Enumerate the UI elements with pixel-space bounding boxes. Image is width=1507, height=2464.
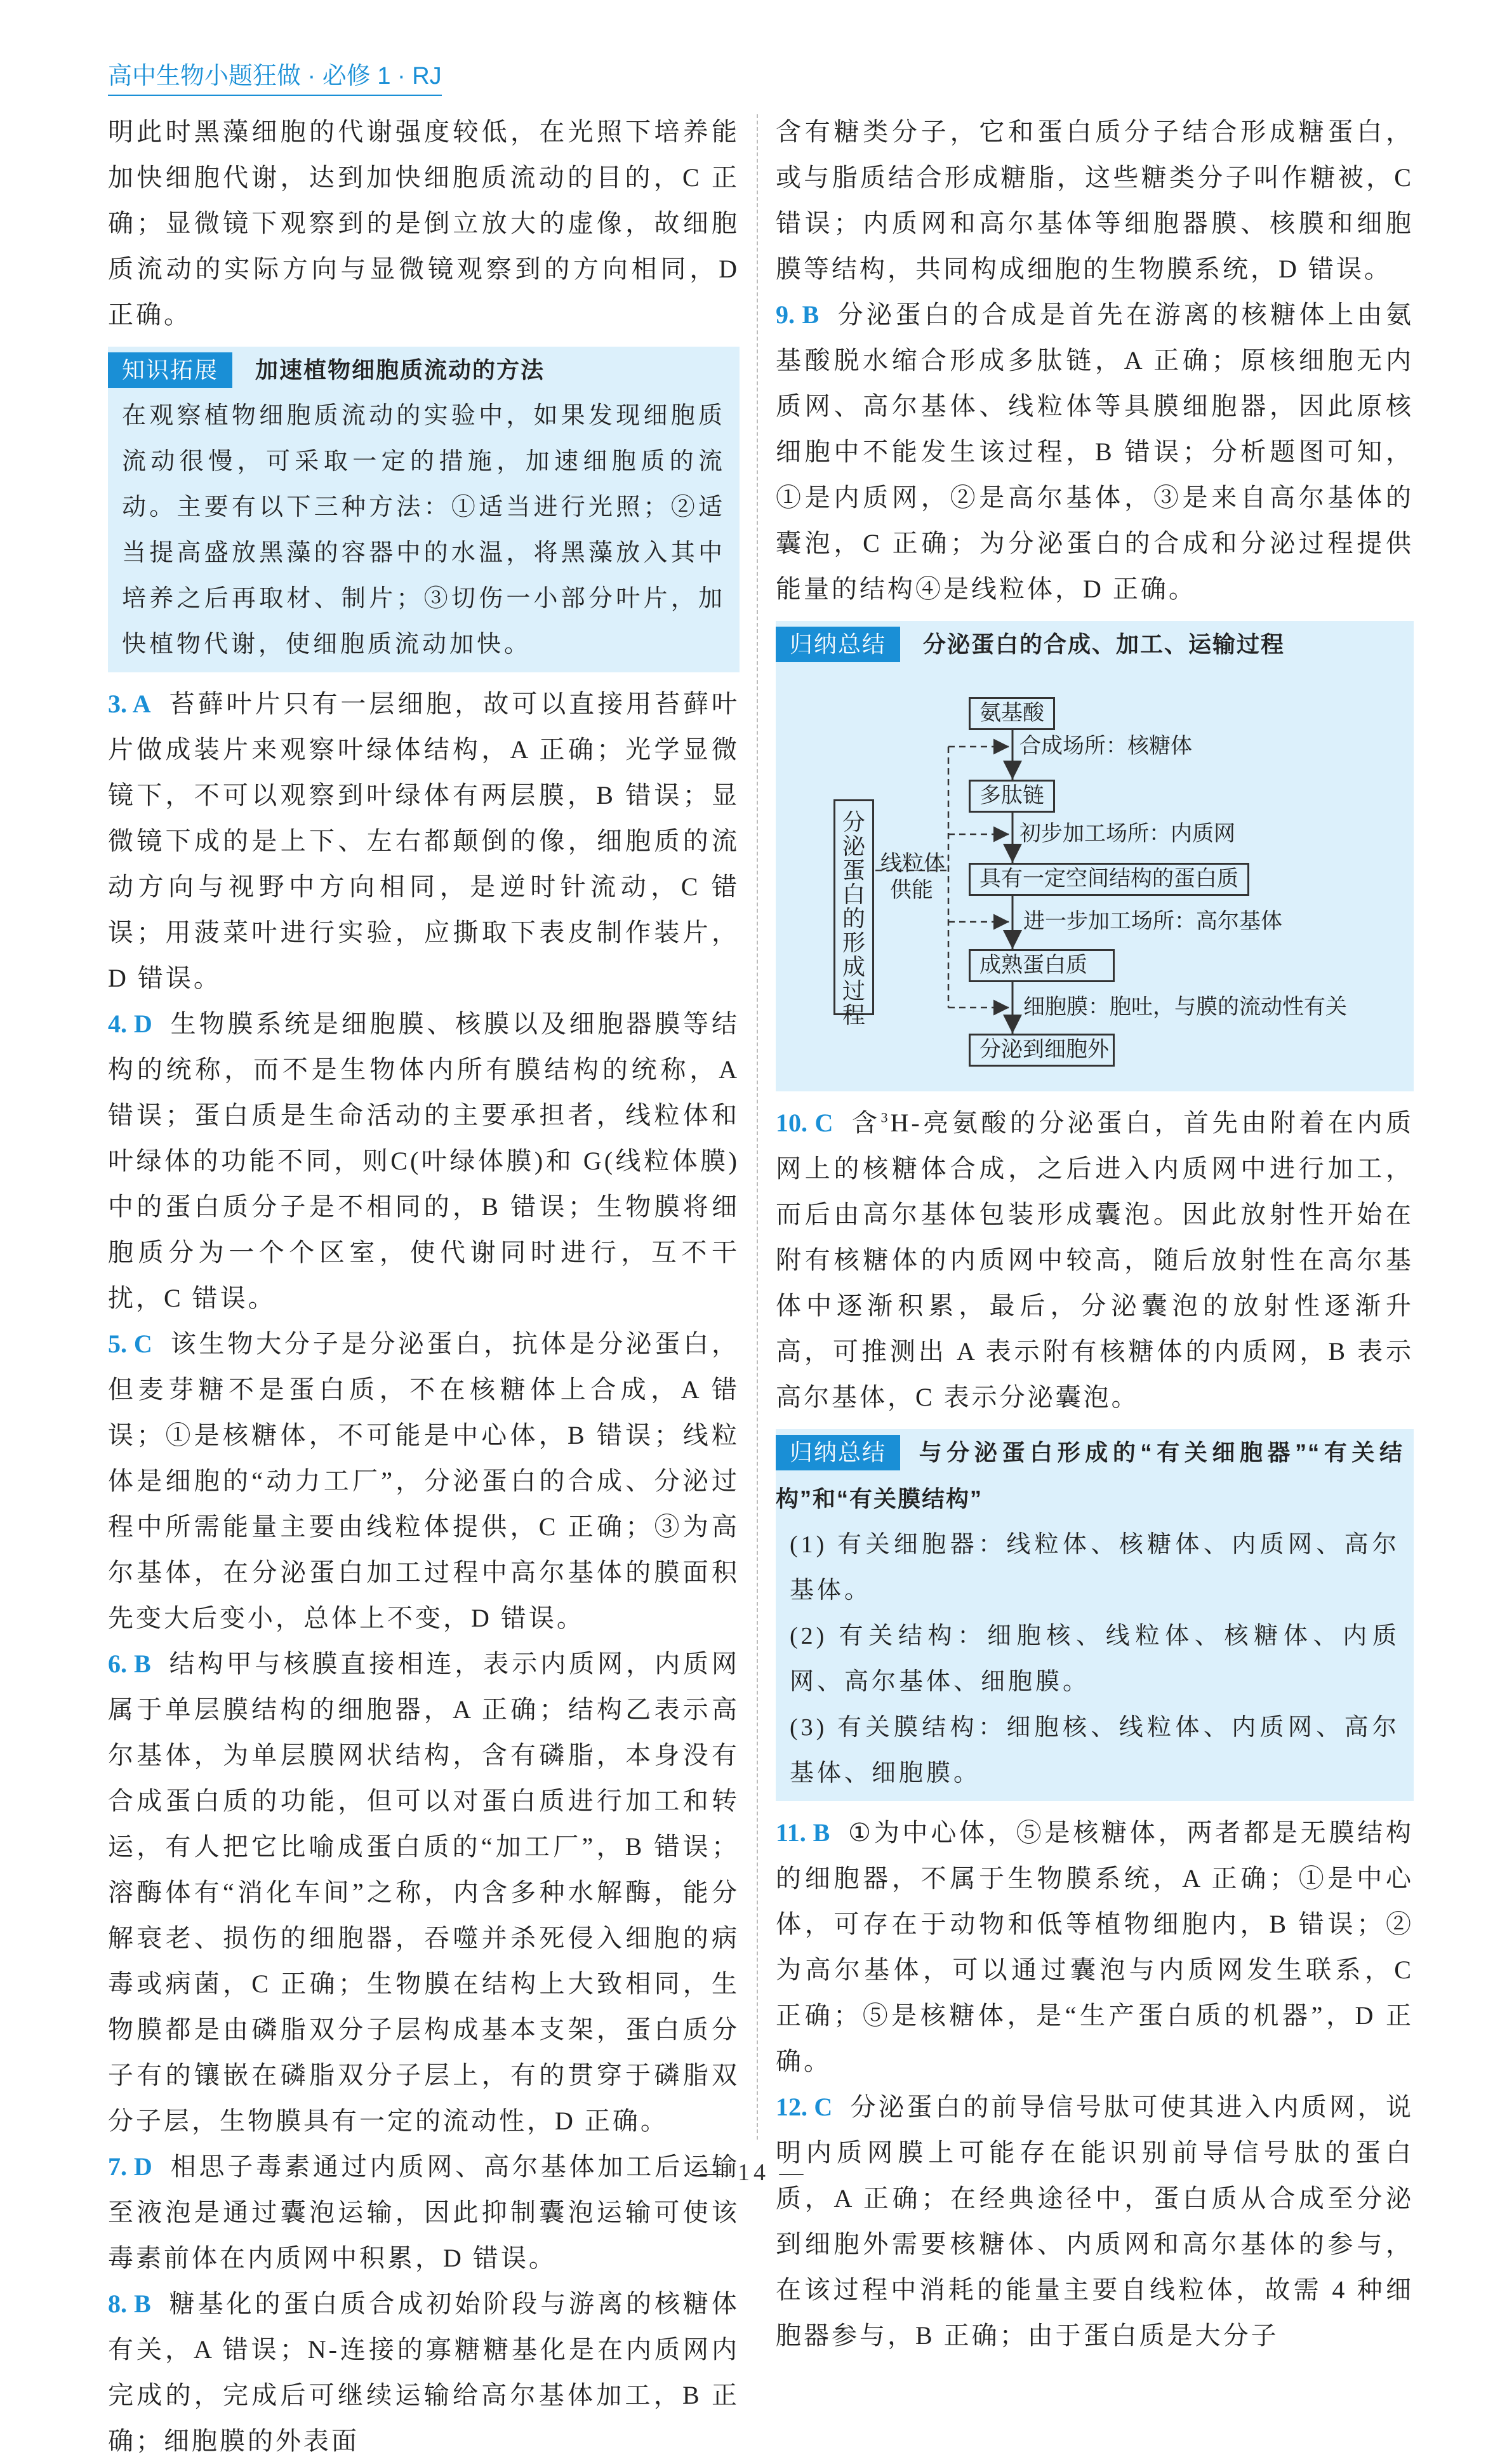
page-number: — 14 —: [700, 2159, 807, 2186]
answer-number: 12. C: [776, 2093, 833, 2121]
paragraph: 明此时黑藻细胞的代谢强度较低，在光照下培养能加快细胞代谢，达到加快细胞质流动的目的，C 正确；显微镜下观察到的是倒立放大的虚像，故细胞质流动的实际方向与显微镜观察到的方向相同，D 正确。: [108, 117, 740, 329]
answer-number: 8. B: [108, 2289, 151, 2318]
answer-item: [108, 2281, 740, 2464]
box-tag: 归纳总结: [776, 627, 900, 662]
side-label-box: 分泌蛋白的形成过程: [833, 799, 874, 1015]
box-line: (1) 有关细胞器：线粒体、核糖体、内质网、高尔基体。: [790, 1531, 1400, 1604]
node-mature-protein: 成熟蛋白质: [969, 949, 1115, 982]
running-header: 高中生物小题狂做 · 必修 1 · RJ: [108, 60, 442, 96]
step-label: 细胞膜：胞吐，与膜的流动性有关: [1023, 996, 1347, 1019]
answer-item: [108, 1321, 740, 1641]
answer-item: [108, 1001, 740, 1321]
box-tag: 归纳总结: [776, 1435, 900, 1470]
node-amino-acid: 氨基酸: [969, 697, 1055, 730]
right-column: [776, 109, 1414, 2359]
answer-item: [776, 2084, 1414, 2359]
answer-text: 结构甲与核膜直接相连，表示内质网，内质网属于单层膜结构的细胞器，A 正确；结构乙表示高尔基体，为单层膜网状结构，含有磷脂，本身没有合成蛋白质的功能，但可以对蛋白质进行加工和转运，有人把它比喻成蛋白质的“加工厂”，B 错误；溶酶体有“消化车间”之称，内含多种水解酶，能分解衰老、损伤的细胞器，吞噬并杀死侵入细胞的病毒或病菌，C 正确；生物膜在结构上大致相同，生物膜都是由磷脂双分子层构成基本支架，蛋白质分子有的镶嵌在磷脂双分子层上，有的贯穿于磷脂双分子层，生物膜具有一定的流动性，D 正确。: [108, 1649, 740, 2135]
isotope-superscript: 3: [880, 1109, 891, 1126]
energy-label: 供能: [890, 879, 933, 902]
box-title: 与分泌蛋白形成的“有关细胞器”“有关结构”和“有关膜结构”: [776, 1439, 1404, 1512]
answer-number: 9. B: [776, 300, 820, 329]
node-secreted: 分泌到细胞外: [969, 1034, 1115, 1067]
answer-item: [108, 681, 740, 1001]
answer-number: 4. D: [108, 1009, 152, 1038]
answer-number: 11. B: [776, 1818, 830, 1847]
box-line: (2) 有关结构：细胞核、线粒体、核糖体、内质网、高尔基体、细胞膜。: [790, 1623, 1400, 1695]
step-label: 初步加工场所：内质网: [1019, 822, 1235, 846]
answer-text: 糖基化的蛋白质合成初始阶段与游离的核糖体有关，A 错误；N-连接的寡糖糖基化是在内质网内完成的，完成后可继续运输给高尔基体加工，B 正确；细胞膜的外表面: [108, 2289, 740, 2455]
answer-number: 3. A: [108, 689, 151, 718]
answer-number: 10. C: [776, 1109, 833, 1137]
answer-text: 相思子毒素通过内质网、高尔基体加工后运输至液泡是通过囊泡运输，因此抑制囊泡运输可使该毒素前体在内质网中积累，D 错误。: [108, 2152, 740, 2272]
answer-item: [776, 1810, 1414, 2084]
box-title: 分泌蛋白的合成、加工、运输过程: [923, 631, 1285, 657]
answer-item: [776, 1100, 1414, 1420]
summary-box-organelles: [776, 1429, 1414, 1801]
knowledge-box: [108, 347, 740, 672]
energy-label: 线粒体: [880, 852, 945, 876]
answer-item: [776, 292, 1414, 612]
answer-text: H-亮氨酸的分泌蛋白，首先由附着在内质网上的核糖体合成，之后进入内质网中进行加工，而后由高尔基体包装形成囊泡。因此放射性开始在附有核糖体的内质网中较高，随后放射性在高尔基体中逐渐积累，最后，分泌囊泡的放射性逐渐升高，可推测出 A 表示附有核糖体的内质网，B 表示高尔基体，C 表示分泌囊泡。: [776, 1109, 1414, 1411]
answer-text: 分泌蛋白的前导信号肽可使其进入内质网，说明内质网膜上可能存在能识别前导信号肽的蛋白质，A 正确；在经典途径中，蛋白质从合成至分泌到细胞外需要核糖体、内质网和高尔基体的参与，在该过程中消耗的能量主要自线粒体，故需 4 种细胞器参与，B 正确；由于蛋白质是大分子: [776, 2093, 1414, 2350]
step-label: 合成场所：核糖体: [1019, 735, 1192, 758]
answer-text: 该生物大分子是分泌蛋白，抗体是分泌蛋白，但麦芽糖不是蛋白质，不在核糖体上合成，A 错误；①是核糖体，不可能是中心体，B 错误；线粒体是细胞的“动力工厂”，分泌蛋白的合成、分泌过程中所需能量主要由线粒体提供，C 正确；③为高尔基体，在分泌蛋白加工过程中高尔基体的膜面积先变大后变小，总体上不变，D 错误。: [108, 1329, 740, 1632]
step-label: 进一步加工场所：高尔基体: [1023, 910, 1282, 933]
answer-text: 苔藓叶片只有一层细胞，故可以直接用苔藓叶片做成装片来观察叶绿体结构，A 正确；光学显微镜下，不可以观察到叶绿体有两层膜，B 错误；显微镜下成的是上下、左右都颠倒的像，细胞质的流动方向与视野中方向相同，是逆时针流动，C 错误；用菠菜叶进行实验，应撕取下表皮制作装片，D 错误。: [108, 689, 740, 992]
answer-item: [108, 1641, 740, 2144]
node-folded-protein: 具有一定空间结构的蛋白质: [969, 863, 1249, 896]
paragraph: 含有糖类分子，它和蛋白质分子结合形成糖蛋白，或与脂质结合形成糖脂，这些糖类分子叫作糖被，C 错误；内质网和高尔基体等细胞器膜、核膜和细胞膜等结构，共同构成细胞的生物膜系统，D 错误。: [776, 117, 1414, 283]
node-polypeptide: 多肽链: [969, 780, 1055, 813]
box-line: (3) 有关膜结构：细胞核、线粒体、内质网、高尔基体、细胞膜。: [790, 1714, 1400, 1787]
flow-diagram: [776, 667, 1414, 1086]
box-tag: 知识拓展: [108, 352, 232, 388]
answer-text: ①为中心体，⑤是核糖体，两者都是无膜结构的细胞器，不属于生物膜系统，A 正确；①是中心体，可存在于动物和低等植物细胞内，B 错误；②为高尔基体，可以通过囊泡与内质网发生联系，C 正确；⑤是核糖体，是“生产蛋白质的机器”，D 正确。: [776, 1818, 1414, 2075]
answer-number: 5. C: [108, 1329, 152, 1358]
box-body: 在观察植物细胞质流动的实验中，如果发现细胞质流动很慢，可采取一定的措施，加速细胞质的流动。主要有以下三种方法：①适当进行光照；②适当提高盛放黑藻的容器中的水温，将黑藻放入其中培养之后再取材、制片；③切伤一小部分叶片，加快植物代谢，使细胞质流动加快。: [122, 403, 726, 658]
answer-text: 含: [851, 1109, 881, 1137]
left-column: [108, 109, 740, 2464]
summary-box-diagram: [776, 621, 1414, 1091]
answer-text: 生物膜系统是细胞膜、核膜以及细胞器膜等结构的统称，而不是生物体内所有膜结构的统称，A 错误；蛋白质是生命活动的主要承担者，线粒体和叶绿体的功能不同，则C(叶绿体膜)和 G(线粒体膜)中的蛋白质分子是不相同的，B 错误；生物膜将细胞质分为一个个区室，使代谢同时进行，互不干扰，C 错误。: [108, 1009, 740, 1312]
answer-number: 7. D: [108, 2152, 152, 2181]
answer-text: 分泌蛋白的合成是首先在游离的核糖体上由氨基酸脱水缩合形成多肽链，A 正确；原核细胞无内质网、高尔基体、线粒体等具膜细胞器，因此原核细胞中不能发生该过程，B 错误；分析题图可知，①是内质网，②是高尔基体，③是来自高尔基体的囊泡，C 正确；为分泌蛋白的合成和分泌过程提供能量的结构④是线粒体，D 正确。: [776, 300, 1414, 603]
box-title: 加速植物细胞质流动的方法: [255, 357, 545, 383]
column-divider: [757, 114, 758, 2140]
answer-number: 6. B: [108, 1649, 151, 1678]
